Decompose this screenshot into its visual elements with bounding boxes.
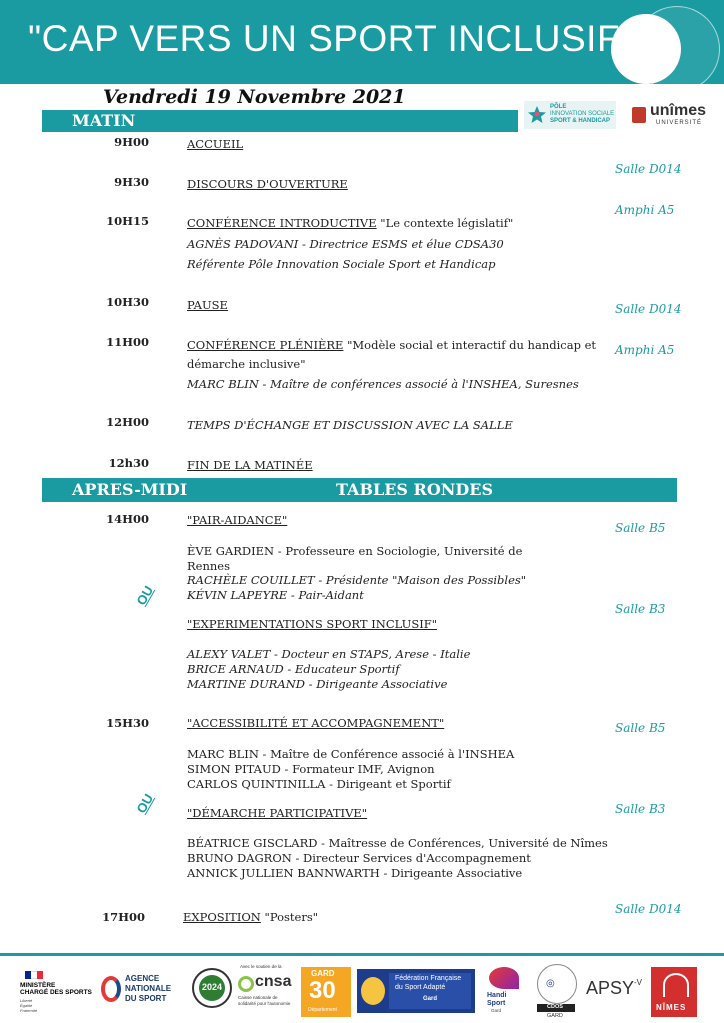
participative-title: "DÉMARCHE PARTICIPATIVE" bbox=[187, 806, 368, 820]
time-1015: 10H15 bbox=[106, 214, 149, 228]
room-exhibition: Salle D014 bbox=[615, 902, 682, 916]
time-0900: 9H00 bbox=[114, 135, 149, 149]
time-1030: 10H30 bbox=[106, 295, 149, 309]
participative-speaker2: BRUNO DAGRON - Directeur Services d'Accompagnement bbox=[187, 851, 531, 865]
olympic-rings-icon bbox=[537, 964, 577, 1004]
room-accueil: Salle D014 bbox=[615, 162, 682, 176]
afternoon-section-bar bbox=[42, 478, 677, 502]
cnsa-logo: Avec le soutien de la cnsa Caisse nationale de solidarité pour l'autonomie bbox=[238, 964, 292, 1006]
gard-30-logo: GARD 30 Département bbox=[301, 967, 351, 1017]
pair-aidance-title: "PAIR-AIDANCE" bbox=[187, 513, 288, 527]
experimentations-speaker1: ALEXY VALET - Docteur en STAPS, Arese - Italie bbox=[187, 647, 471, 661]
footer-divider bbox=[0, 953, 724, 956]
accessibility-speaker3: CARLOS QUINTINILLA - Dirigeant et Sportif bbox=[187, 777, 451, 791]
crocodile-palm-icon bbox=[663, 973, 689, 997]
experimentations-speaker2: BRICE ARNAUD - Educateur Sportif bbox=[187, 662, 400, 676]
event-date: Vendredi 19 Novembre 2021 bbox=[103, 86, 406, 108]
handisport-logo: Handi Sport Gard bbox=[483, 965, 527, 1015]
or-label-session2: OU bbox=[133, 791, 157, 816]
experimentations-speaker3: MARTINE DURAND - Dirigeante Associative bbox=[187, 677, 448, 691]
unimes-logo: unîmes UNIVERSITÉ bbox=[632, 104, 716, 128]
room-participative: Salle B3 bbox=[615, 802, 666, 816]
intro-conference-title: CONFÉRENCE INTRODUCTIVE bbox=[187, 216, 377, 230]
intro-speaker-line1: AGNÈS PADOVANI - Directrice ESMS et élue CDSA30 bbox=[187, 237, 504, 251]
accessibility-speaker2: SIMON PITAUD - Formateur IMF, Avignon bbox=[187, 762, 435, 776]
pair-aidance-speaker3: KÉVIN LAPEYRE - Pair-Aidant bbox=[187, 588, 364, 602]
intro-conference bbox=[187, 216, 513, 230]
plenary-speaker: MARC BLIN - Maître de conférences associé à l'INSHEA, Suresnes bbox=[187, 377, 579, 391]
morning-label: MATIN bbox=[72, 111, 136, 130]
ffsa-faces-icon bbox=[361, 977, 385, 1005]
exhibition bbox=[183, 910, 318, 924]
cdos-logo: ◎ CDOS GARD bbox=[533, 962, 581, 1020]
intro-conference-subtitle: "Le contexte législatif" bbox=[376, 216, 514, 230]
time-0930: 9H30 bbox=[114, 175, 149, 189]
pair-aidance-speaker1: ÈVE GARDIEN - Professeure en Sociologie, Université de bbox=[187, 544, 523, 558]
room-experimentations: Salle B3 bbox=[615, 602, 666, 616]
nimes-logo: NÎMES bbox=[651, 967, 697, 1017]
apsy-v-logo: APSY -V bbox=[586, 978, 642, 998]
ministere-logo: MINISTÈRE CHARGÉ DES SPORTS Liberté Égalité Fraternité bbox=[20, 968, 100, 1016]
room-pause: Salle D014 bbox=[615, 302, 682, 316]
pole-innovation-logo: PÔLE INNOVATION SOCIALE SPORT & HANDICAP bbox=[524, 101, 616, 129]
ffsa-logo: Fédération Française du Sport Adapté Gard bbox=[357, 969, 475, 1013]
room-intro: Amphi A5 bbox=[615, 203, 675, 217]
time-1530: 15H30 bbox=[106, 716, 149, 730]
afternoon-label: APRES-MIDI bbox=[72, 480, 188, 499]
or-label-session1: OU bbox=[133, 583, 157, 608]
time-1100: 11H00 bbox=[106, 335, 149, 349]
unimes-mark-icon bbox=[632, 107, 646, 123]
time-1230: 12h30 bbox=[108, 456, 149, 470]
plenary-conference-title: CONFÉRENCE PLÉNIÈRE bbox=[187, 338, 344, 352]
pair-aidance-speaker2: RACHÈLE COUILLET - Présidente "Maison des Possibles" bbox=[187, 573, 527, 587]
exhibition-subtitle: "Posters" bbox=[260, 910, 319, 924]
time-1700: 17H00 bbox=[102, 910, 145, 924]
intro-speaker-line2: Référente Pôle Innovation Sociale Sport et Handicap bbox=[187, 257, 496, 271]
agence-nationale-sport-logo: AGENCE NATIONALE DU SPORT bbox=[101, 972, 189, 1012]
plenary-conference bbox=[187, 338, 596, 352]
room-plenary: Amphi A5 bbox=[615, 343, 675, 357]
plenary-conference-subtitle: "Modèle social et interactif du handicap et bbox=[343, 338, 597, 352]
accueil-title: ACCUEIL bbox=[187, 137, 244, 151]
exhibition-title: EXPOSITION bbox=[183, 910, 261, 924]
accessibility-speaker1: MARC BLIN - Maître de Conférence associé à l'INSHEA bbox=[187, 747, 515, 761]
handisport-swoosh-icon bbox=[489, 967, 519, 989]
paris-2024-logo: 2024 bbox=[192, 968, 232, 1008]
participative-speaker3: ANNICK JULLIEN BANNWARTH - Dirigeante Associative bbox=[187, 866, 523, 880]
participative-speaker1: BÉATRICE GISCLARD - Maîtresse de Conférences, Université de Nîmes bbox=[187, 836, 608, 850]
room-pair-aidance: Salle B5 bbox=[615, 521, 666, 535]
experimentations-title: "EXPERIMENTATIONS SPORT INCLUSIF" bbox=[187, 617, 438, 631]
time-1200: 12H00 bbox=[106, 415, 149, 429]
star-person-icon bbox=[527, 105, 547, 125]
morning-section-bar bbox=[42, 110, 518, 132]
time-1400: 14H00 bbox=[106, 512, 149, 526]
end-morning-title: FIN DE LA MATINÉE bbox=[187, 458, 313, 472]
opening-speech-title: DISCOURS D'OUVERTURE bbox=[187, 177, 348, 191]
page-title: "CAP VERS UN SPORT INCLUSIF" bbox=[28, 18, 634, 59]
decorative-circle-right bbox=[634, 6, 720, 84]
exchange-title: TEMPS D'ÉCHANGE ET DISCUSSION AVEC LA SALLE bbox=[187, 418, 513, 432]
cnsa-circle-icon bbox=[238, 976, 254, 992]
plenary-subtitle-line2: démarche inclusive" bbox=[187, 357, 306, 371]
ans-s-icon bbox=[101, 976, 121, 1002]
pause-title: PAUSE bbox=[187, 298, 228, 312]
pair-aidance-speaker1-cont: Rennes bbox=[187, 559, 230, 573]
round-tables-label: TABLES RONDES bbox=[336, 480, 494, 499]
french-flag-icon bbox=[25, 971, 43, 979]
accessibility-title: "ACCESSIBILITÉ ET ACCOMPAGNEMENT" bbox=[187, 716, 445, 730]
room-accessibility: Salle B5 bbox=[615, 721, 666, 735]
